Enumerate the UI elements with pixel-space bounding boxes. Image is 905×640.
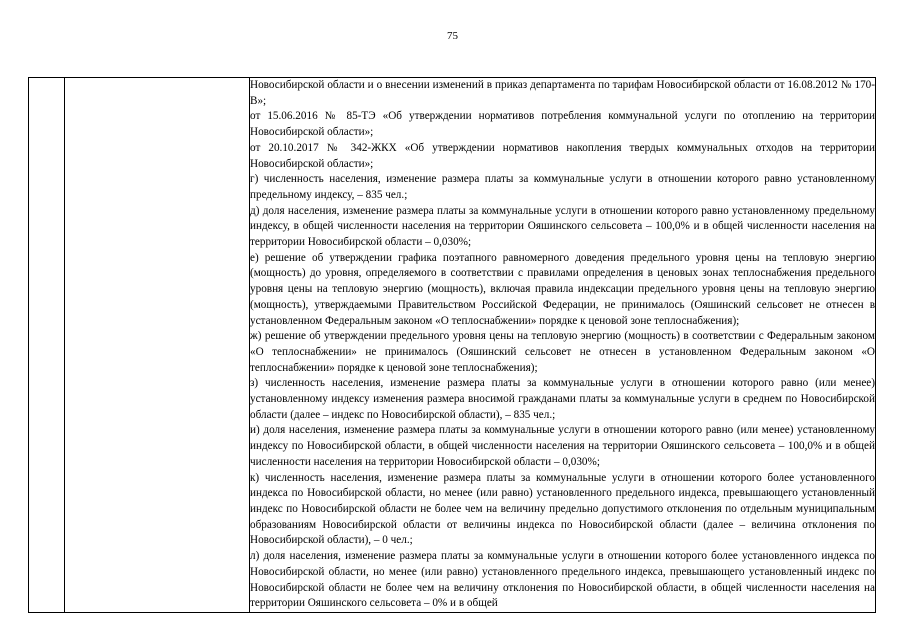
table-row: [29, 78, 876, 613]
paragraph: от 20.10.2017 № 342-ЖКХ «Об утверждении нормативов накопления твердых коммунальных отходов на территории Новосибирской области»;: [250, 141, 875, 170]
table-cell-content: [250, 78, 876, 613]
table-cell-title: [65, 78, 250, 613]
paragraph: ж) решение об утверждении предельного уровня цены на тепловую энергию (мощность) в соответствии с Федеральным законом «О теплоснабжении» не принималось (Ояшинский сельсовет не отнесен в установленном Федеральным законом «О теплоснабжении» порядке к ценовой зоне теплоснабжения);: [250, 330, 875, 374]
paragraph: к) численность населения, изменение размера платы за коммунальные услуги в отношении которого более установленного индекса по Новосибирской области, но менее (или равно) установленного предельного индекса, превышающего установленный индекс по Новосибирской области не более чем на величину предельно допустимого отклонения по отдельным муниципальным образованиям Новосибирской области от величины индекса по Новосибирской области (далее – величина отклонения по Новосибирской области), – 0 чел.;: [250, 471, 875, 547]
page-number: 75: [447, 30, 458, 42]
paragraph: з) численность населения, изменение размера платы за коммунальные услуги в отношении которого равно (или менее) установленному индексу изменения размера вносимой гражданами платы за коммунальные услуги в среднем по Новосибирской области (далее – индекс по Новосибирской области), – 835 чел.;: [250, 377, 875, 421]
paragraph: г) численность населения, изменение размера платы за коммунальные услуги в отношении которого равно установленному предельному индексу, – 835 чел.;: [250, 173, 875, 201]
paragraph: л) доля населения, изменение размера платы за коммунальные услуги в отношении которого более установленного индекса по Новосибирской области, но менее (или равно) установленного предельного индекса, превышающего установленный индекс по Новосибирской области не более чем на величину отклонения по Новосибирской области, в общей численности населения на территории Ояшинского сельсовета – 0% и в общей: [250, 550, 875, 610]
table-cell-number: [29, 78, 65, 613]
paragraph: е) решение об утверждении графика поэтапного равномерного доведения предельного уровня цены на тепловую энергию (мощность) до уровня, определяемого в соответствии с правилами определения в ценовых зонах теплоснабжения предельного уровня цены на тепловую энергию (мощность), включая правила индексации предельного уровня цены на тепловую энергию (мощность), утверждаемыми Правительством Российской Федерации, не принималось (Ояшинский сельсовет не отнесен в установленном Федеральным законом «О теплоснабжении» порядке к ценовой зоне теплоснабжения);: [250, 251, 875, 327]
document-table: [28, 77, 876, 613]
paragraph: от 15.06.2016 № 85-ТЭ «Об утверждении нормативов потребления коммунальной услуги по отоплению на территории Новосибирской области»;: [250, 110, 875, 139]
paragraph: и) доля населения, изменение размера платы за коммунальные услуги в отношении которого равно (или менее) установленному индексу по Новосибирской области, в общей численности населения на территории Ояшинского сельсовета – 100,0% и в общей численности населения на территории Новосибирской области – 0,030%;: [250, 424, 875, 468]
paragraph: д) доля населения, изменение размера платы за коммунальные услуги в отношении которого равно установленному предельному индексу, в общей численности населения на территории Ояшинского сельсовета – 100,0% и в общей численности населения на территории Новосибирской области – 0,030%;: [250, 204, 875, 249]
paragraph: Новосибирской области и о внесении изменений в приказ департамента по тарифам Новосибирской области от 16.08.2012 № 170-В»;: [250, 79, 875, 107]
